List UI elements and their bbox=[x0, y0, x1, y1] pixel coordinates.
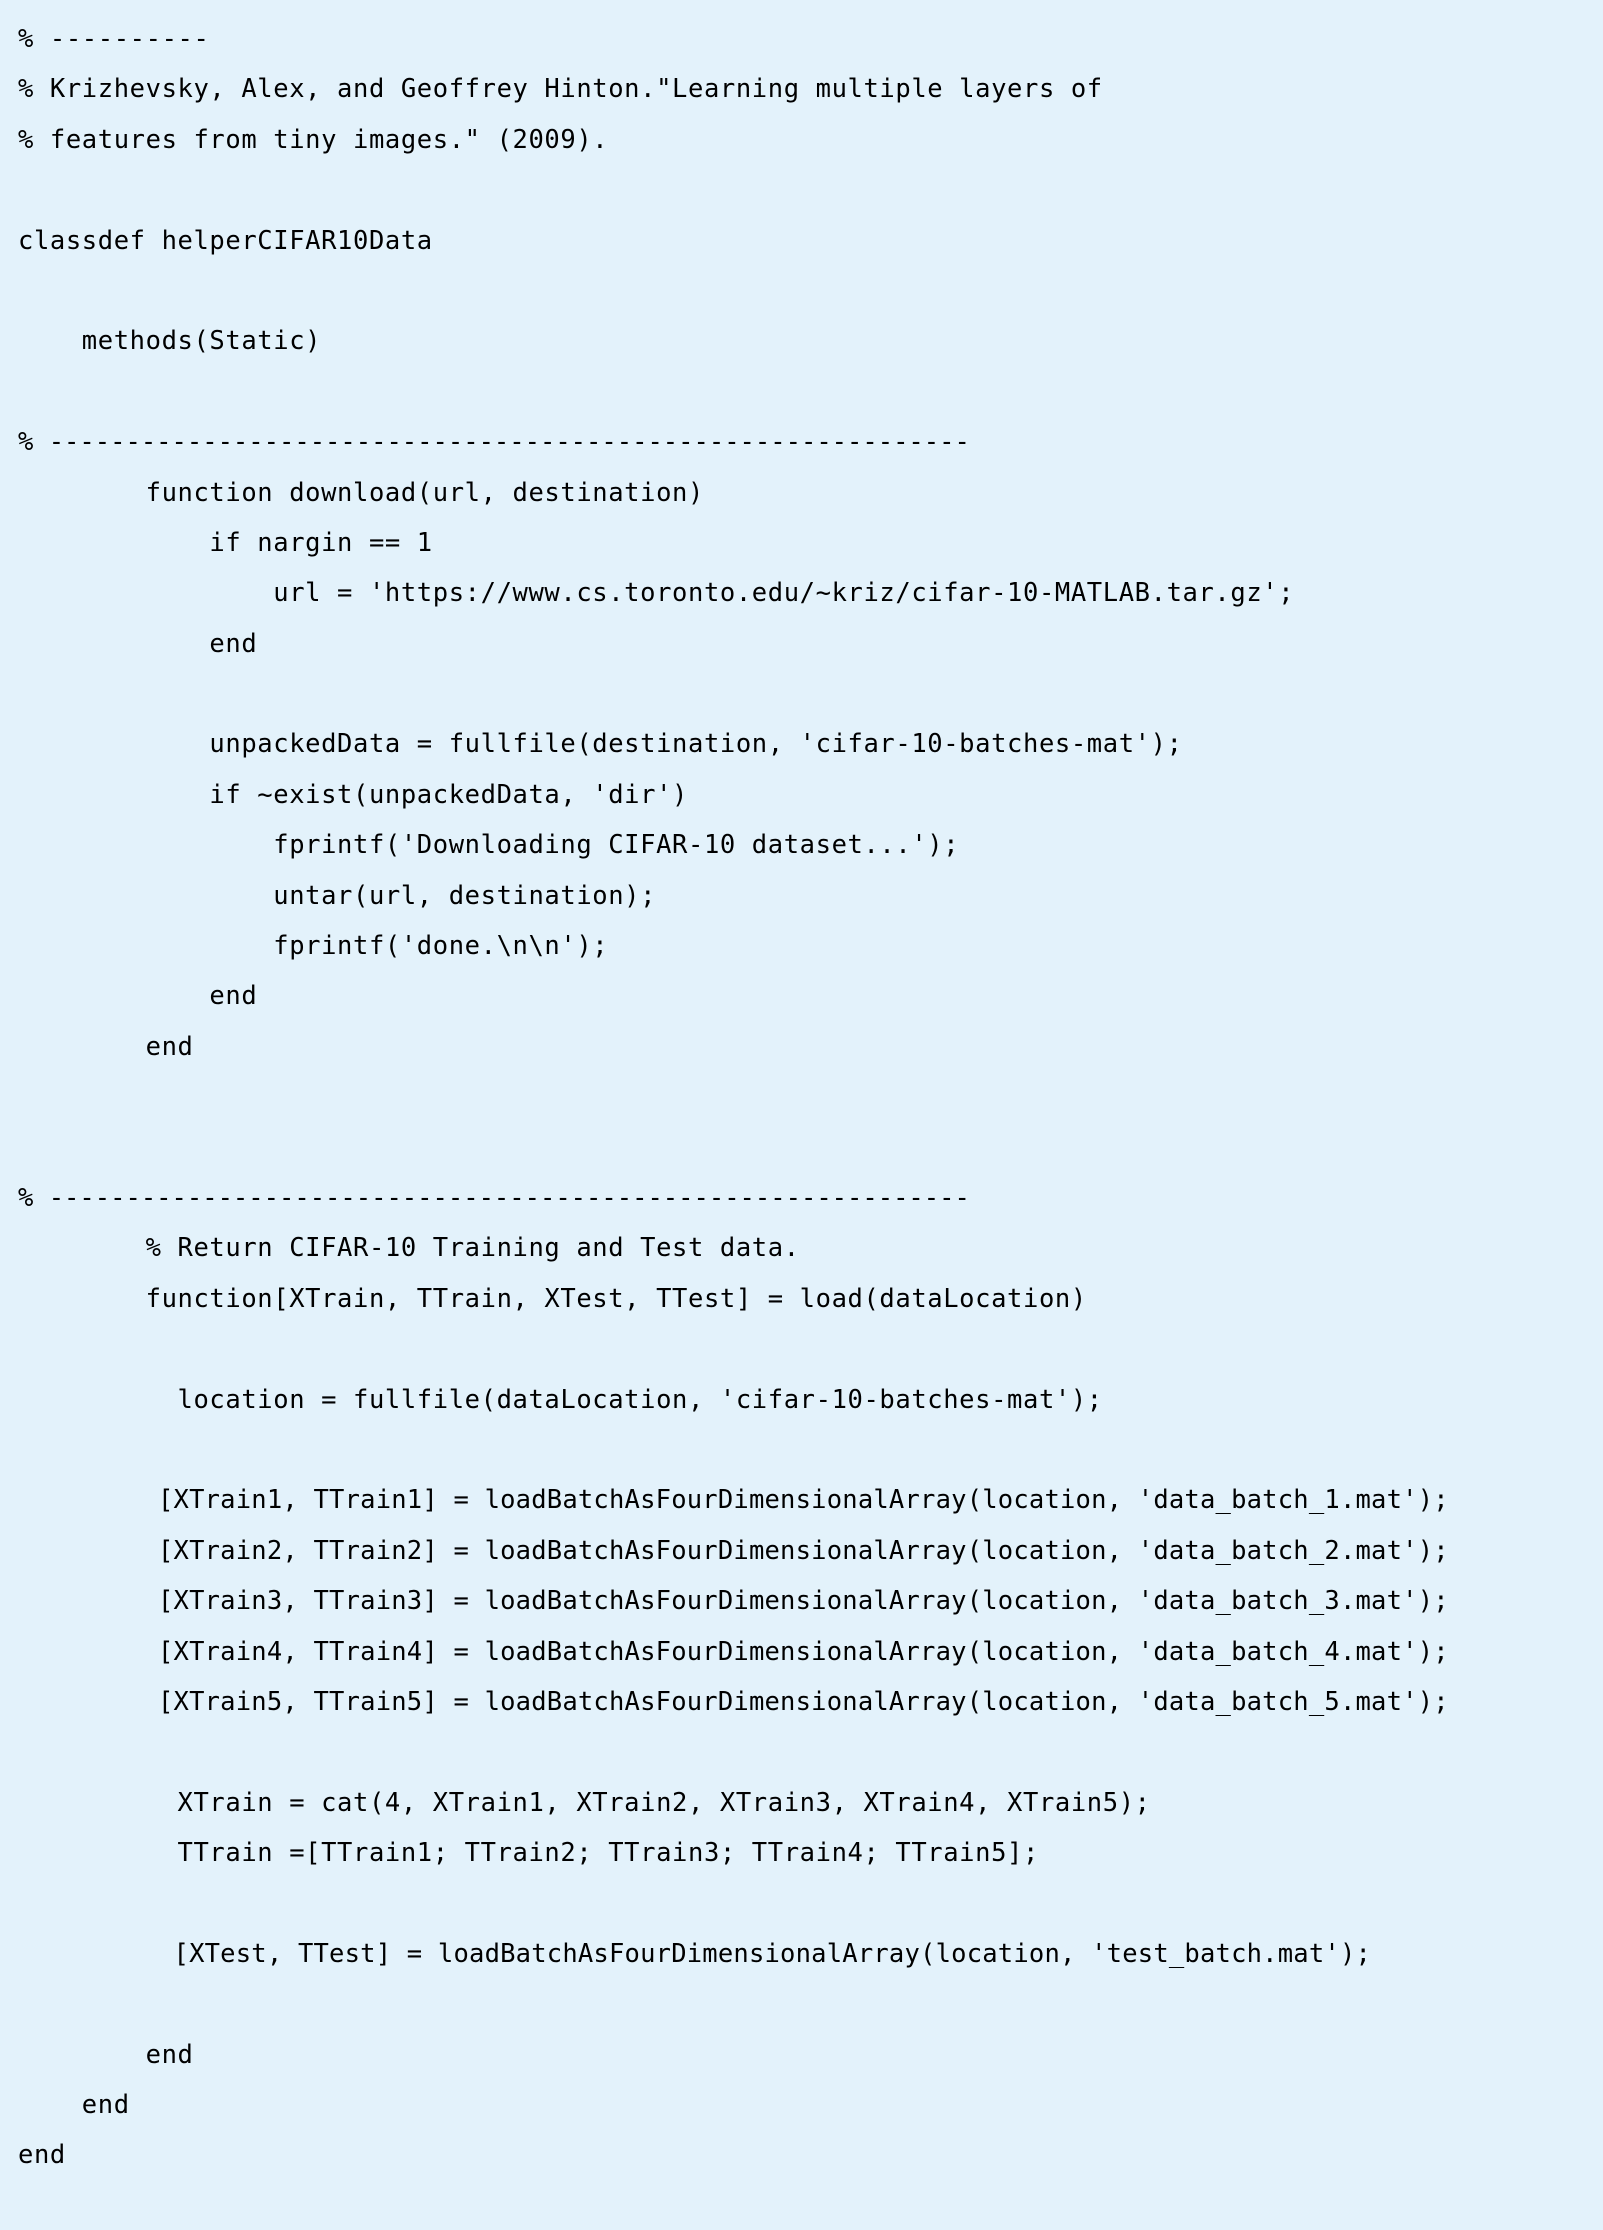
code-line: function[XTrain, TTrain, XTest, TTest] = load(dataLocation) bbox=[18, 1283, 1087, 1314]
code-line: [XTrain4, TTrain4] = loadBatchAsFourDimensionalArray(location, 'data_batch_4.mat'); bbox=[18, 1636, 1449, 1667]
code-line: methods(Static) bbox=[18, 326, 322, 357]
code-line: [XTrain2, TTrain2] = loadBatchAsFourDimensionalArray(location, 'data_batch_2.mat'); bbox=[18, 1535, 1449, 1566]
code-line bbox=[18, 1979, 1603, 2029]
code-line: [XTrain5, TTrain5] = loadBatchAsFourDimensionalArray(location, 'data_batch_5.mat'); bbox=[18, 1686, 1449, 1717]
code-line: [XTrain1, TTrain1] = loadBatchAsFourDimensionalArray(location, 'data_batch_1.mat'); bbox=[18, 1485, 1449, 1516]
code-line: url = 'https://www.cs.toronto.edu/~kriz/cifar-10-MATLAB.tar.gz'; bbox=[18, 578, 1295, 609]
code-line: end bbox=[18, 2140, 66, 2171]
code-line bbox=[18, 1072, 1603, 1122]
code-line: [XTest, TTest] = loadBatchAsFourDimensionalArray(location, 'test_batch.mat'); bbox=[18, 1938, 1372, 1969]
code-line: % Return CIFAR-10 Training and Test data. bbox=[18, 1233, 800, 1264]
code-line: TTrain =[TTrain1; TTrain2; TTrain3; TTrain4; TTrain5]; bbox=[18, 1838, 1039, 1869]
code-line: if nargin == 1 bbox=[18, 527, 433, 558]
code-line: function download(url, destination) bbox=[18, 477, 704, 508]
code-line: end bbox=[18, 1031, 194, 1062]
code-line: % ---------- bbox=[18, 24, 210, 54]
code-line bbox=[18, 1324, 1603, 1374]
code-line: % ------------------------------------------------------------ bbox=[18, 427, 970, 458]
code-line: end bbox=[18, 628, 258, 659]
code-line: fprintf('Downloading CIFAR-10 dataset...'); bbox=[18, 830, 960, 861]
code-line bbox=[18, 266, 1603, 316]
code-line bbox=[18, 1123, 1603, 1173]
code-line: end bbox=[18, 2090, 130, 2121]
code-line bbox=[18, 367, 1603, 417]
code-line: % features from tiny images." (2009). bbox=[18, 124, 609, 155]
code-line: classdef helperCIFAR10Data bbox=[18, 225, 433, 256]
code-line: [XTrain3, TTrain3] = loadBatchAsFourDimensionalArray(location, 'data_batch_3.mat'); bbox=[18, 1586, 1449, 1617]
code-line bbox=[18, 1727, 1603, 1777]
code-line: unpackedData = fullfile(destination, 'cifar-10-batches-mat'); bbox=[18, 729, 1183, 760]
code-line: % Krizhevsky, Alex, and Geoffrey Hinton."Learning multiple layers of bbox=[18, 74, 1103, 105]
code-line: location = fullfile(dataLocation, 'cifar-10-batches-mat'); bbox=[18, 1384, 1103, 1415]
code-line: % ------------------------------------------------------------ bbox=[18, 1182, 970, 1213]
code-line: fprintf('done.\n\n'); bbox=[18, 931, 609, 962]
code-line bbox=[18, 669, 1603, 719]
code-line bbox=[18, 1878, 1603, 1928]
code-line bbox=[18, 165, 1603, 215]
code-line: end bbox=[18, 2039, 194, 2070]
code-line: untar(url, destination); bbox=[18, 880, 657, 911]
code-line: if ~exist(unpackedData, 'dir') bbox=[18, 779, 688, 810]
code-line: XTrain = cat(4, XTrain1, XTrain2, XTrain3, XTrain4, XTrain5); bbox=[18, 1787, 1151, 1818]
code-line bbox=[18, 1425, 1603, 1475]
code-line: end bbox=[18, 981, 258, 1012]
